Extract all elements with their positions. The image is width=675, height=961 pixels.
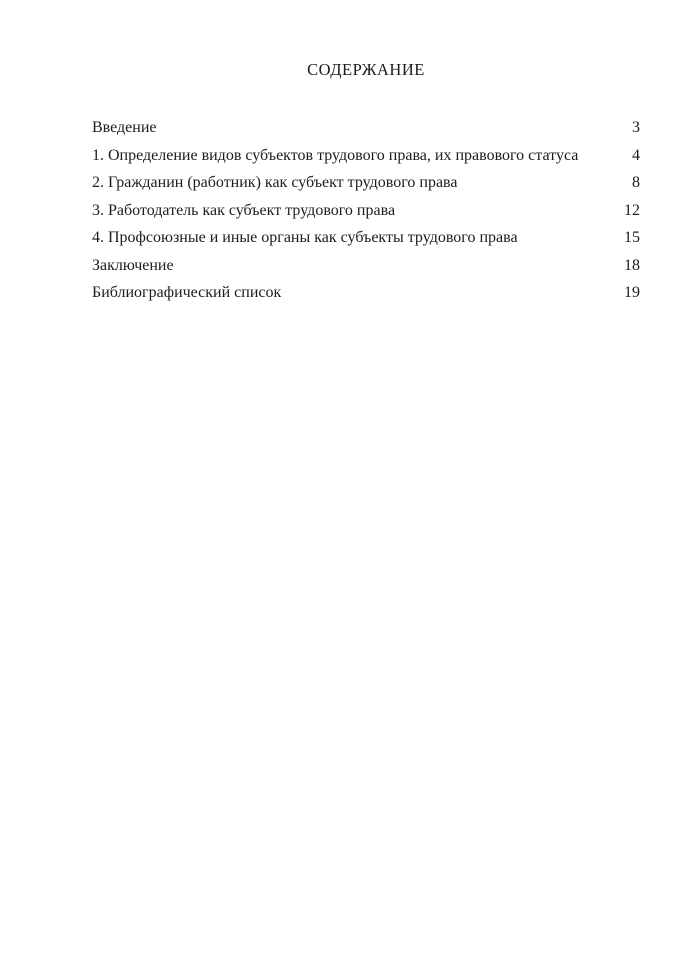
toc-entry-page-number: 12	[624, 201, 640, 219]
toc-entry	[92, 279, 640, 307]
toc-entry-label: Библиографический список	[92, 284, 282, 301]
toc-entry-label: Введение	[92, 119, 157, 136]
toc-entry-label: 2. Гражданин (работник) как субъект трудового права	[92, 174, 458, 191]
toc-entry	[92, 169, 640, 197]
table-of-contents	[92, 114, 640, 307]
toc-entry-page-number: 18	[624, 256, 640, 274]
toc-entry-page-number: 3	[632, 119, 640, 136]
toc-entry	[92, 252, 640, 280]
page-title: СОДЕРЖАНИЕ	[307, 60, 425, 79]
toc-entry	[92, 114, 640, 142]
toc-entry	[92, 224, 640, 252]
toc-entry-page-number: 8	[632, 174, 640, 191]
toc-entry-label: 4. Профсоюзные и иные органы как субъекты трудового права	[92, 229, 518, 246]
toc-entry	[92, 142, 640, 170]
toc-entry-page-number: 15	[624, 229, 640, 246]
toc-entry-page-number: 19	[624, 284, 640, 301]
toc-entry-label: 3. Работодатель как субъект трудового права	[92, 201, 396, 219]
toc-entry	[92, 197, 640, 225]
toc-entry-label: 1. Определение видов субъектов трудового права, их правового статуса	[92, 146, 579, 164]
toc-entry-label: Заключение	[92, 256, 174, 274]
toc-entry-page-number: 4	[632, 146, 640, 164]
